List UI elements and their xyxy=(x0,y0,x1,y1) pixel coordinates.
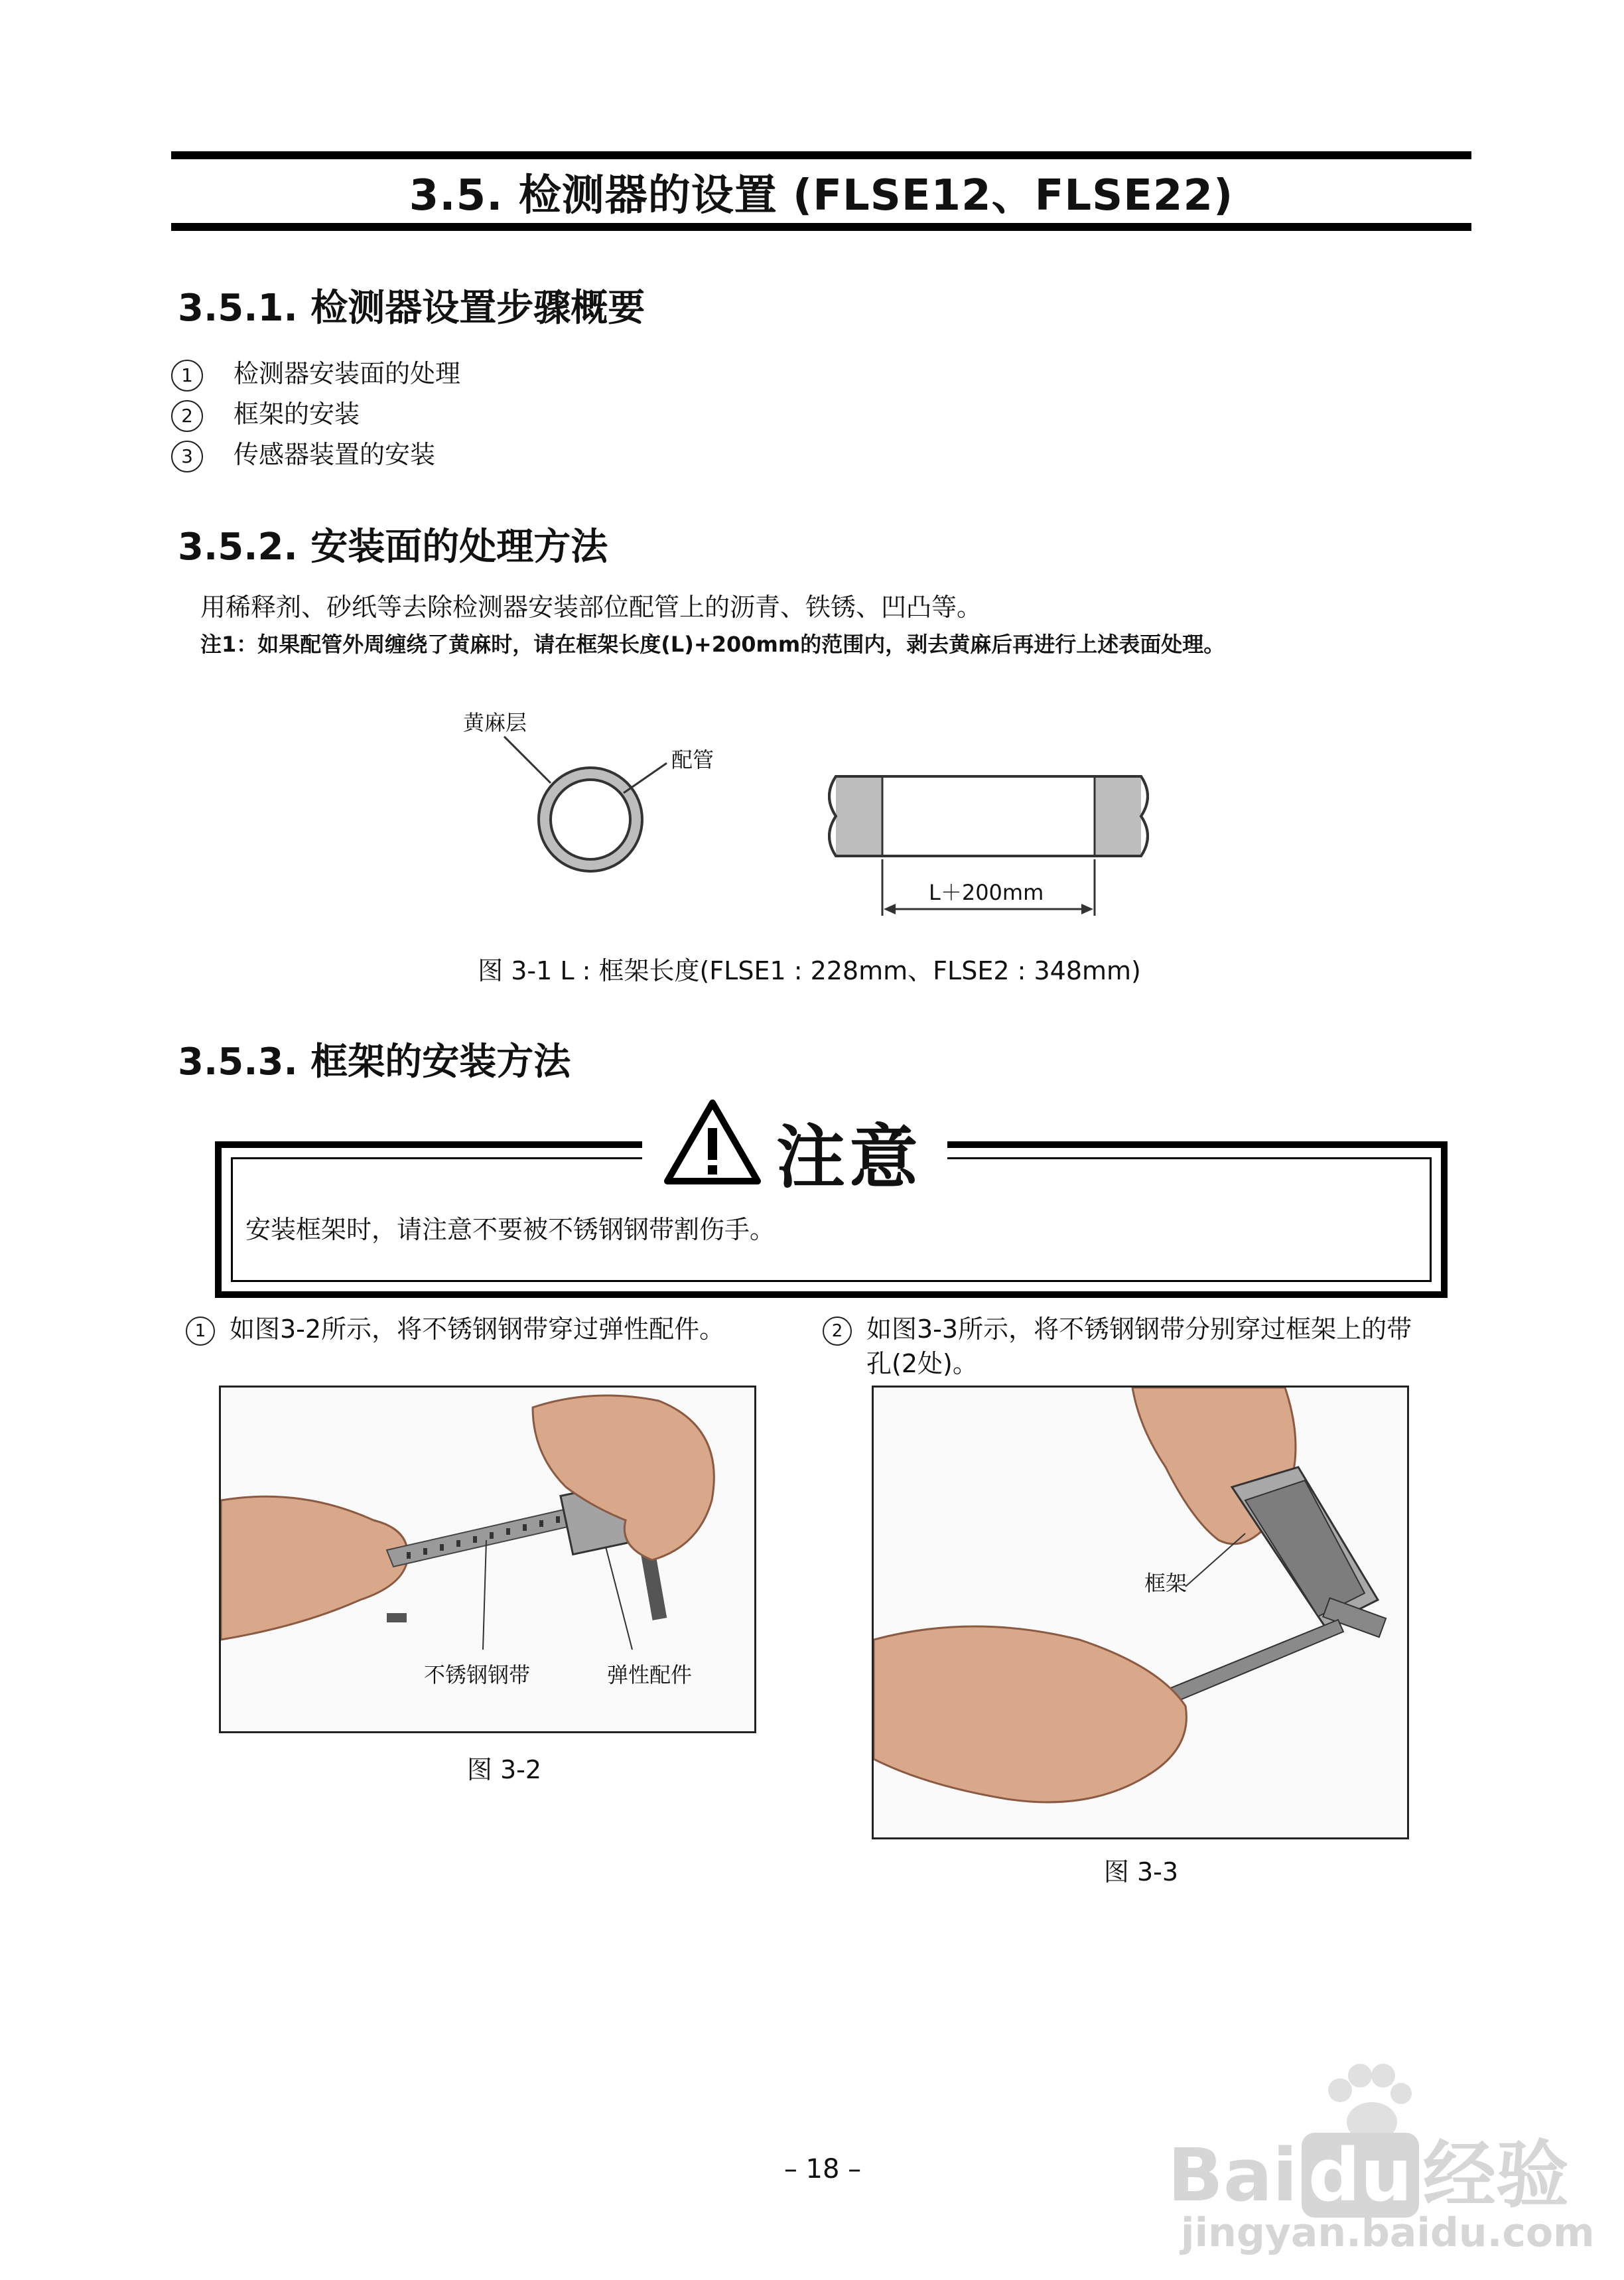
surface-note: 注1：如果配管外周缠绕了黄麻时，请在框架长度(L)+200mm的范围内，剥去黄麻后再进行上述表面处理。 xyxy=(200,632,1225,657)
label-dimension: L＋200mm xyxy=(929,880,1044,905)
watermark-brand-b: du xyxy=(1302,2133,1419,2218)
frame-step-2 xyxy=(823,1309,1412,1346)
figure-3-2-photo xyxy=(219,1386,756,1733)
watermark-brand-c: 经验 xyxy=(1422,2133,1569,2218)
list-item xyxy=(171,434,435,472)
label-spring-fitting: 弹性配件 xyxy=(607,1662,693,1687)
title-top-rule xyxy=(171,151,1471,159)
page-number: – 18 – xyxy=(783,2154,862,2184)
surface-instructions: 用稀释剂、砂纸等去除检测器安装部位配管上的沥青、铁锈、凹凸等。 xyxy=(200,593,982,622)
title-bottom-rule xyxy=(171,223,1471,231)
label-jute-layer: 黄麻层 xyxy=(463,710,527,735)
figure-3-3-photo xyxy=(872,1386,1409,1839)
pipe-leader-line xyxy=(624,763,667,793)
pipe-cross-section-inner xyxy=(551,780,630,859)
list-item xyxy=(171,393,360,432)
step-text: 框架的安装 xyxy=(234,399,360,429)
step-number: 2 xyxy=(171,400,203,432)
step-text-line2: 孔(2处)。 xyxy=(866,1349,978,1378)
section-heading-surface: 3.5.2. 安装面的处理方法 xyxy=(178,526,608,569)
figure-3-2-caption: 图 3-2 xyxy=(466,1755,542,1784)
step-number: 1 xyxy=(186,1317,215,1346)
step-text: 如图3-2所示，将不锈钢钢带穿过弹性配件。 xyxy=(230,1315,725,1344)
caution-title: 注意 xyxy=(776,1117,923,1198)
figure-3-1-diagram xyxy=(438,697,1207,936)
figure-3-3-caption: 图 3-3 xyxy=(1103,1857,1179,1887)
step-number: 1 xyxy=(171,360,203,392)
warning-triangle-icon xyxy=(663,1099,762,1185)
watermark-brand xyxy=(1168,2117,1569,2222)
label-frame: 框架 xyxy=(1144,1571,1187,1596)
step-text: 传感器装置的安装 xyxy=(234,440,436,469)
step-number: 2 xyxy=(823,1317,852,1346)
frame-step-1 xyxy=(186,1309,724,1346)
section-heading-overview: 3.5.1. 检测器设置步骤概要 xyxy=(178,287,645,330)
caution-text: 安装框架时，请注意不要被不锈钢钢带割伤手。 xyxy=(245,1215,776,1244)
step-number: 3 xyxy=(171,441,203,472)
watermark-url: jingyan.baidu.com xyxy=(1181,2210,1595,2256)
label-steel-band: 不锈钢钢带 xyxy=(424,1662,531,1687)
section-heading-frame: 3.5.3. 框架的安装方法 xyxy=(178,1040,571,1084)
step-text-line1: 如图3-3所示，将不锈钢钢带分别穿过框架上的带 xyxy=(866,1315,1412,1344)
label-pipe: 配管 xyxy=(671,747,714,772)
figure-3-1-caption: 图 3-1 L : 框架长度(FLSE1 : 228mm、FLSE2 : 348mm) xyxy=(478,956,1141,985)
page-title: 3.5. 检测器的设置 (FLSE12、FLSE22) xyxy=(409,171,1234,220)
watermark-brand-a: Bai xyxy=(1168,2133,1298,2218)
jute-leader-line xyxy=(504,737,551,783)
step-text: 检测器安装面的处理 xyxy=(234,359,461,388)
pipe-side-view xyxy=(829,776,1148,856)
watermark xyxy=(1168,2064,1595,2263)
list-item xyxy=(171,353,460,392)
